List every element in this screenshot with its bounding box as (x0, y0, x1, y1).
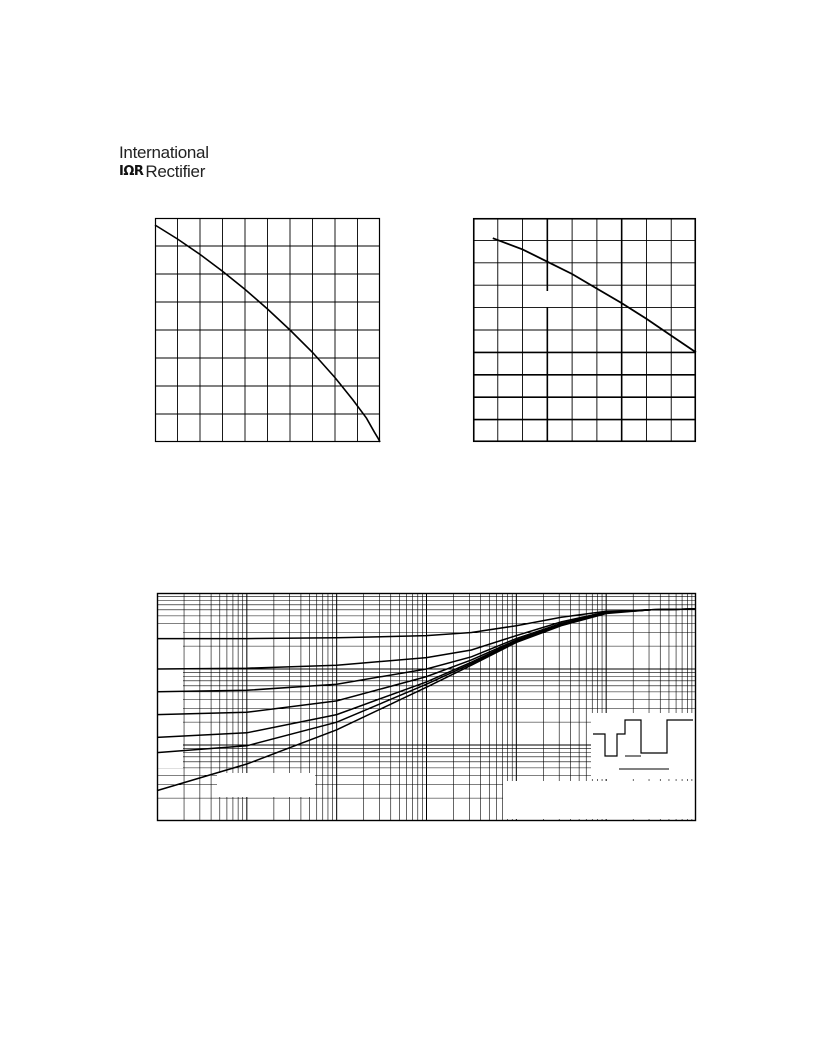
chart-3 (157, 593, 696, 821)
ior-logo-mark: IΩR (119, 164, 144, 179)
logo-word-rectifier: Rectifier (145, 162, 206, 181)
notes-gap (503, 781, 695, 819)
series-line-1 (493, 238, 696, 352)
curve-label-gap (217, 773, 315, 797)
legend-gap (537, 291, 571, 307)
series-label-gap (157, 626, 183, 768)
chart-2 (473, 218, 696, 442)
logo-line-international: International (119, 143, 209, 162)
company-logo (119, 144, 229, 184)
logo-line-rectifier (119, 163, 205, 181)
chart-1 (155, 218, 380, 442)
